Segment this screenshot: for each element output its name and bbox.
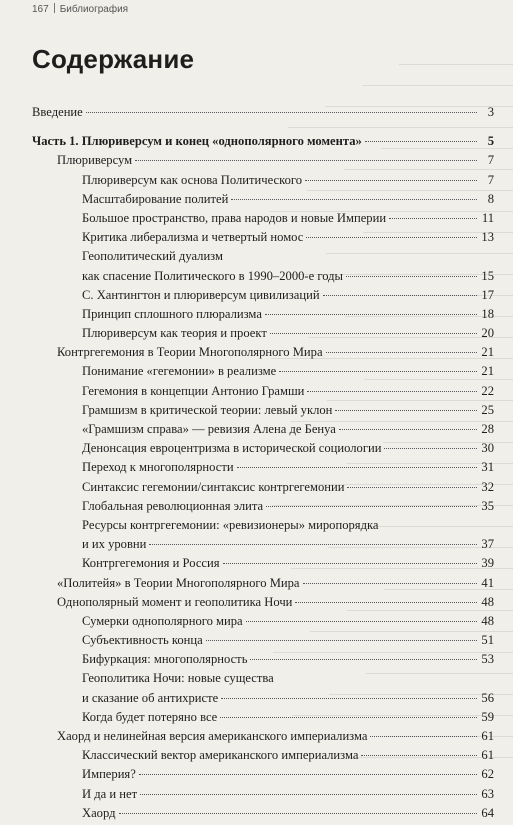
toc-entry-title: Часть 1. Плюриверсум и конец «однополярного момента»	[32, 134, 362, 149]
toc-entry-title: Хаорд и нелинейная версия американского империализма	[57, 729, 368, 743]
toc-entry-title: Хаорд	[82, 805, 116, 820]
toc-entry[interactable]	[32, 806, 494, 825]
toc-entry[interactable]	[32, 633, 494, 652]
toc-entry-page: 64	[481, 805, 494, 820]
dot-leader	[86, 112, 477, 113]
toc-entry-page: 59	[481, 709, 494, 724]
toc-entry-title: Переход к многополярности	[82, 460, 234, 475]
toc-entry[interactable]	[32, 576, 494, 595]
toc-entry-title: Сумерки однополярного мира	[82, 613, 243, 628]
toc-entry[interactable]	[32, 173, 494, 192]
toc-entry-page: 61	[481, 748, 494, 763]
dot-leader	[339, 429, 477, 430]
toc-entry-title: Геополитический дуализм	[82, 249, 223, 264]
toc-entry-page: 35	[481, 498, 494, 513]
toc-entry-title: Контргегемония в Теории Многополярного Мира	[57, 345, 323, 360]
toc-entry-title: Геополитика Ночи: новые существа	[82, 671, 274, 686]
toc-entry-title: С. Хантингтон и плюриверсум цивилизаций	[82, 287, 320, 302]
toc-entry-page: 37	[481, 537, 494, 552]
toc-entry[interactable]	[32, 614, 494, 633]
toc-entry-title: Когда будет потеряно все	[82, 709, 218, 724]
dot-leader	[220, 717, 477, 718]
toc-entry-page: 13	[481, 230, 494, 245]
dot-leader	[335, 410, 477, 411]
dot-leader	[346, 276, 477, 277]
dot-leader	[389, 218, 477, 219]
toc-entry-title: Грамшизм в критической теории: левый уклон	[82, 402, 333, 417]
toc-entry[interactable]	[32, 441, 494, 460]
dot-leader	[135, 160, 477, 161]
toc-entry-page: 62	[481, 767, 494, 782]
bleed-line	[399, 64, 513, 65]
dot-leader	[119, 813, 477, 814]
toc-entry[interactable]	[32, 384, 494, 403]
toc-entry-title: Большое пространство, права народов и новые Империи	[82, 210, 387, 225]
toc-entry[interactable]	[32, 249, 494, 268]
dot-leader	[306, 237, 477, 238]
toc-entry[interactable]	[32, 153, 494, 172]
toc-entry-title: и их уровни	[82, 537, 147, 552]
toc-entry[interactable]	[32, 787, 494, 806]
dot-leader	[279, 371, 477, 372]
table-of-contents	[32, 105, 494, 825]
toc-entry-page: 48	[481, 613, 494, 628]
toc-entry-page: 31	[481, 460, 494, 475]
dot-leader	[384, 448, 477, 449]
toc-entry-title: Глобальная революционная элита	[82, 498, 264, 513]
toc-entry[interactable]	[32, 499, 494, 518]
dot-leader	[206, 640, 477, 641]
dot-leader	[265, 314, 477, 315]
dot-leader	[303, 583, 477, 584]
page-number: 167	[32, 4, 49, 15]
toc-entry-page: 21	[481, 364, 494, 379]
toc-entry[interactable]	[32, 691, 494, 710]
toc-entry-page: 25	[481, 402, 494, 417]
toc-entry[interactable]	[32, 767, 494, 786]
dot-leader	[307, 391, 477, 392]
toc-entry[interactable]	[32, 345, 494, 364]
toc-entry-title: Денонсация евроцентризма в исторической социологии	[82, 441, 382, 456]
dot-leader	[295, 602, 477, 603]
dot-leader	[347, 487, 477, 488]
toc-entry-page: 48	[481, 594, 494, 609]
toc-entry-title: Понимание «гегемонии» в реализме	[82, 364, 277, 379]
toc-entry-page: 8	[487, 191, 494, 206]
toc-entry-title: «Грамшизм справа» — ревизия Алена де Бенуа	[82, 422, 336, 436]
dot-leader	[246, 621, 477, 622]
bleed-line	[362, 85, 513, 86]
toc-entry[interactable]	[32, 192, 494, 211]
toc-entry-title: Плюриверсум как основа Политического	[82, 172, 303, 187]
dot-leader	[140, 794, 477, 795]
toc-entry-title: Синтаксис гегемонии/синтаксис контргегемонии	[82, 479, 345, 494]
toc-entry[interactable]	[32, 269, 494, 288]
toc-entry[interactable]	[32, 595, 494, 614]
toc-entry-page: 63	[481, 786, 494, 801]
running-header	[32, 3, 128, 15]
toc-entry-title: и сказание об антихристе	[82, 690, 219, 705]
toc-entry[interactable]	[32, 537, 494, 556]
toc-entry-page: 17	[481, 287, 494, 302]
toc-entry[interactable]	[32, 105, 494, 124]
toc-entry-page: 18	[481, 306, 494, 321]
toc-spacer	[32, 124, 494, 134]
toc-entry-page: 30	[481, 441, 494, 456]
dot-leader	[221, 698, 477, 699]
toc-entry-title: Гегемония в концепции Антонио Грамши	[82, 383, 305, 398]
toc-entry[interactable]	[32, 364, 494, 383]
toc-entry[interactable]	[32, 288, 494, 307]
toc-entry-page: 32	[481, 479, 494, 494]
toc-entry[interactable]	[32, 230, 494, 249]
toc-entry-title: Ресурсы контргегемонии: «ревизионеры» миропорядка	[82, 517, 379, 532]
dot-leader	[305, 180, 477, 181]
toc-entry[interactable]	[32, 652, 494, 671]
toc-entry-page: 21	[481, 345, 494, 360]
dot-leader	[266, 506, 477, 507]
toc-entry-page: 53	[481, 652, 494, 667]
toc-entry[interactable]	[32, 556, 494, 575]
toc-entry-title: Принцип сплошного плюрализма	[82, 306, 262, 321]
toc-entry-page: 3	[487, 105, 494, 119]
toc-entry-page: 20	[481, 326, 494, 341]
toc-entry-page: 5	[487, 134, 494, 149]
toc-entry-title: Введение	[32, 105, 83, 119]
dot-leader	[139, 774, 477, 775]
toc-entry-title: И да и нет	[82, 786, 138, 801]
toc-entry-page: 7	[487, 172, 494, 187]
dot-leader	[250, 659, 477, 660]
dot-leader	[231, 199, 477, 200]
toc-entry-title: Контргегемония и Россия	[82, 556, 220, 571]
dot-leader	[237, 467, 477, 468]
dot-leader	[270, 333, 477, 334]
toc-entry-page: 56	[481, 690, 494, 705]
toc-entry[interactable]	[32, 748, 494, 767]
toc-entry-page: 28	[481, 422, 494, 436]
running-title: Библиография	[59, 4, 129, 15]
toc-entry[interactable]	[32, 518, 494, 537]
toc-entry[interactable]	[32, 307, 494, 326]
toc-entry-page: 51	[481, 633, 494, 648]
toc-entry-page: 22	[481, 383, 494, 398]
header-separator	[54, 3, 55, 13]
dot-leader	[323, 295, 477, 296]
toc-entry[interactable]	[32, 211, 494, 230]
toc-entry-page: 39	[481, 556, 494, 571]
toc-entry-title: Критика либерализма и четвертый номос	[82, 230, 304, 245]
toc-entry-title: Бифуркация: многополярность	[82, 652, 248, 667]
toc-entry[interactable]	[32, 326, 494, 345]
dot-leader	[361, 755, 477, 756]
toc-entry[interactable]	[32, 134, 494, 153]
toc-entry[interactable]	[32, 422, 494, 441]
dot-leader	[223, 563, 477, 564]
toc-entry-page: 61	[481, 729, 494, 743]
toc-entry-page: 15	[481, 268, 494, 283]
toc-entry-page: 11	[481, 210, 494, 225]
toc-entry-title: Однополярный момент и геополитика Ночи	[57, 594, 293, 609]
toc-entry-page: 41	[481, 575, 494, 590]
toc-entry-title: «Политейя» в Теории Многополярного Мира	[57, 575, 300, 590]
toc-entry[interactable]	[32, 480, 494, 499]
toc-entry[interactable]	[32, 460, 494, 479]
dot-leader	[149, 544, 477, 545]
toc-entry[interactable]	[32, 710, 494, 729]
dot-leader	[370, 736, 477, 737]
toc-entry-page: 7	[487, 153, 494, 168]
toc-entry-title: Империя?	[82, 767, 136, 782]
page-title: Содержание	[32, 44, 195, 74]
toc-entry-title: Субъективность конца	[82, 633, 203, 648]
toc-entry[interactable]	[32, 671, 494, 690]
dot-leader	[326, 352, 477, 353]
dot-leader	[365, 141, 477, 142]
toc-entry-title: как спасение Политического в 1990–2000-е годы	[82, 268, 343, 283]
toc-entry-title: Плюриверсум	[57, 153, 133, 168]
toc-entry[interactable]	[32, 403, 494, 422]
toc-entry-title: Классический вектор американского империализма	[82, 748, 359, 763]
toc-entry-title: Масштабирование политей	[82, 191, 229, 206]
toc-entry-title: Плюриверсум как теория и проект	[82, 326, 267, 341]
toc-entry[interactable]	[32, 729, 494, 748]
